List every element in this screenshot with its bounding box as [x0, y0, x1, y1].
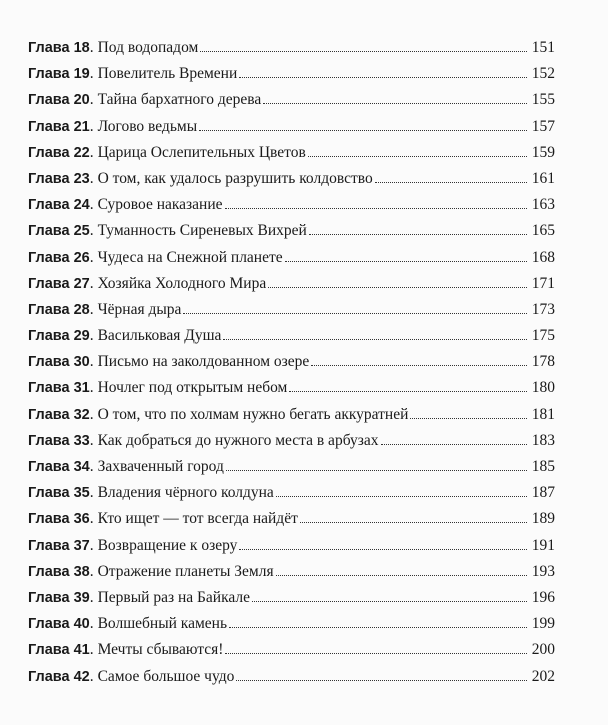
- toc-entry: Глава 32 . О том, что по холмам нужно бегать аккуратней 181: [28, 405, 555, 423]
- chapter-label: Глава 34: [28, 459, 90, 475]
- dot-leader: [225, 653, 527, 654]
- page-number: 151: [531, 39, 555, 56]
- dot-leader: [183, 313, 527, 314]
- chapter-label: Глава 33: [28, 432, 90, 449]
- toc-entry: Глава 20 . Тайна бархатного дерева 155: [28, 91, 555, 109]
- chapter-label: Глава 41: [28, 642, 90, 659]
- chapter-label: Глава 21: [28, 118, 90, 135]
- dot-leader: [223, 339, 527, 340]
- page-number: 193: [531, 562, 555, 580]
- chapter-title: Царица Ослепительных Цветов: [97, 143, 306, 161]
- dot-leader: [375, 182, 527, 183]
- chapter-label: Глава 18: [28, 40, 90, 56]
- toc-entry: Глава 26 . Чудеса на Снежной планете 168: [28, 248, 555, 266]
- page-number: 161: [531, 169, 555, 187]
- dot-leader: [239, 549, 527, 550]
- dot-leader: [289, 391, 527, 392]
- chapter-title: Владения чёрного колдуна: [97, 484, 274, 502]
- dot-leader: [300, 522, 527, 523]
- toc-entry: Глава 39 . Первый раз на Байкале 196: [28, 588, 555, 606]
- chapter-title: Волшебный камень: [97, 615, 228, 633]
- toc-entry: Глава 29 . Васильковая Душа 175: [28, 327, 555, 345]
- table-of-contents: [28, 38, 555, 693]
- chapter-title: Суровое наказание: [97, 196, 223, 214]
- page-number: 181: [531, 405, 555, 423]
- dot-leader: [229, 627, 527, 628]
- chapter-label: Глава 39: [28, 589, 90, 606]
- toc-entry: Глава 23 . О том, как удалось разрушить колдовство 161: [28, 169, 555, 187]
- page-number: 175: [531, 327, 555, 345]
- chapter-title: Васильковая Душа: [97, 327, 222, 345]
- chapter-title: Письмо на заколдованном озере: [97, 353, 310, 371]
- toc-entry: Глава 42 . Самое большое чудо 202: [28, 667, 555, 685]
- page-number: 163: [531, 196, 555, 214]
- page-number: 178: [531, 353, 555, 371]
- chapter-label: Глава 28: [28, 301, 90, 318]
- page-number: 187: [531, 484, 555, 502]
- page-number: 199: [531, 615, 555, 633]
- chapter-label: Глава 27: [28, 275, 90, 292]
- chapter-label: Глава 42: [28, 668, 90, 685]
- dot-leader: [263, 103, 527, 104]
- chapter-label: Глава 37: [28, 537, 90, 554]
- dot-leader: [381, 444, 528, 445]
- chapter-label: Глава 29: [28, 328, 90, 345]
- toc-entry: Глава 28 . Чёрная дыра 173: [28, 300, 555, 318]
- page-number: 196: [531, 588, 555, 606]
- chapter-label: Глава 25: [28, 223, 90, 240]
- page-number: 165: [531, 222, 555, 240]
- toc-entry: Глава 24 . Суровое наказание 163: [28, 196, 555, 214]
- dot-leader: [252, 601, 527, 602]
- page-number: 200: [531, 641, 555, 659]
- chapter-title: Хозяйка Холодного Мира: [97, 274, 267, 292]
- dot-leader: [308, 156, 527, 157]
- page-number: 191: [531, 536, 555, 554]
- page-number: 173: [531, 300, 555, 318]
- chapter-title: О том, как удалось разрушить колдовство: [97, 169, 373, 187]
- toc-entry: Глава 25 . Туманность Сиреневых Вихрей 165: [28, 222, 555, 240]
- toc-entry: Глава 27 . Хозяйка Холодного Мира 171: [28, 274, 555, 292]
- dot-leader: [410, 418, 527, 419]
- dot-leader: [276, 575, 527, 576]
- dot-leader: [199, 130, 527, 131]
- toc-entry: Глава 22 . Царица Ослепительных Цветов 159: [28, 143, 555, 161]
- toc-entry: Глава 18 . Под водопадом 151: [28, 39, 555, 56]
- toc-entry: Глава 37 . Возвращение к озеру 191: [28, 536, 555, 554]
- dot-leader: [311, 365, 527, 366]
- chapter-title: Как добраться до нужного места в арбузах: [97, 431, 379, 449]
- dot-leader: [239, 77, 527, 78]
- chapter-label: Глава 32: [28, 406, 90, 423]
- chapter-title: Мечты сбываются!: [97, 641, 224, 659]
- chapter-title: Тайна бархатного дерева: [97, 91, 262, 109]
- chapter-title: Возвращение к озеру: [97, 536, 238, 554]
- page-number: 180: [531, 379, 555, 397]
- toc-entry: Глава 36 . Кто ищет — тот всегда найдёт 189: [28, 510, 555, 528]
- chapter-label: Глава 35: [28, 485, 90, 502]
- dot-leader: [200, 51, 527, 52]
- chapter-label: Глава 20: [28, 92, 90, 109]
- chapter-label: Глава 30: [28, 354, 90, 371]
- chapter-label: Глава 19: [28, 66, 90, 83]
- toc-entry: Глава 19 . Повелитель Времени 152: [28, 65, 555, 83]
- chapter-title: Повелитель Времени: [97, 65, 238, 83]
- chapter-title: О том, что по холмам нужно бегать аккуратней: [97, 405, 409, 423]
- chapter-title: Самое большое чудо: [97, 667, 235, 685]
- chapter-title: Отражение планеты Земля: [97, 562, 274, 580]
- toc-entry: Глава 35 . Владения чёрного колдуна 187: [28, 484, 555, 502]
- page-number: 171: [531, 274, 555, 292]
- page-number: 189: [531, 510, 555, 528]
- chapter-title: Захваченный город: [97, 458, 224, 475]
- dot-leader: [285, 261, 527, 262]
- toc-entry: Глава 40 . Волшебный камень 199: [28, 615, 555, 633]
- chapter-label: Глава 31: [28, 380, 90, 397]
- toc-entry: Глава 31 . Ночлег под открытым небом 180: [28, 379, 555, 397]
- chapter-label: Глава 26: [28, 249, 90, 266]
- dot-leader: [226, 470, 527, 471]
- chapter-title: Чудеса на Снежной планете: [97, 248, 283, 266]
- page-number: 152: [531, 65, 555, 83]
- chapter-title: Под водопадом: [97, 39, 199, 56]
- chapter-label: Глава 24: [28, 197, 90, 214]
- page-number: 183: [531, 431, 555, 449]
- toc-entry: Глава 33 . Как добраться до нужного места в арбузах 183: [28, 431, 555, 449]
- chapter-title: Кто ищет — тот всегда найдёт: [97, 510, 298, 528]
- dot-leader: [309, 234, 527, 235]
- dot-leader: [276, 496, 527, 497]
- toc-entry: Глава 30 . Письмо на заколдованном озере 178: [28, 353, 555, 371]
- dot-leader: [225, 208, 527, 209]
- chapter-label: Глава 23: [28, 170, 90, 187]
- chapter-title: Ночлег под открытым небом: [97, 379, 288, 397]
- chapter-title: Логово ведьмы: [97, 117, 198, 135]
- dot-leader: [268, 287, 527, 288]
- page-number: 185: [531, 458, 555, 475]
- page-number: 155: [531, 91, 555, 109]
- dot-leader: [236, 680, 527, 681]
- chapter-title: Первый раз на Байкале: [97, 588, 250, 606]
- page-number: 157: [531, 117, 555, 135]
- page-number: 168: [531, 248, 555, 266]
- page-number: 159: [531, 143, 555, 161]
- toc-entry: Глава 34 . Захваченный город 185: [28, 458, 555, 475]
- toc-entry: Глава 38 . Отражение планеты Земля 193: [28, 562, 555, 580]
- toc-entry: Глава 41 . Мечты сбываются! 200: [28, 641, 555, 659]
- chapter-label: Глава 38: [28, 563, 90, 580]
- chapter-label: Глава 40: [28, 616, 90, 633]
- page-number: 202: [531, 667, 555, 685]
- toc-entry: Глава 21 . Логово ведьмы 157: [28, 117, 555, 135]
- chapter-title: Чёрная дыра: [97, 300, 182, 318]
- chapter-title: Туманность Сиреневых Вихрей: [97, 222, 307, 240]
- chapter-label: Глава 22: [28, 144, 90, 161]
- chapter-label: Глава 36: [28, 511, 90, 528]
